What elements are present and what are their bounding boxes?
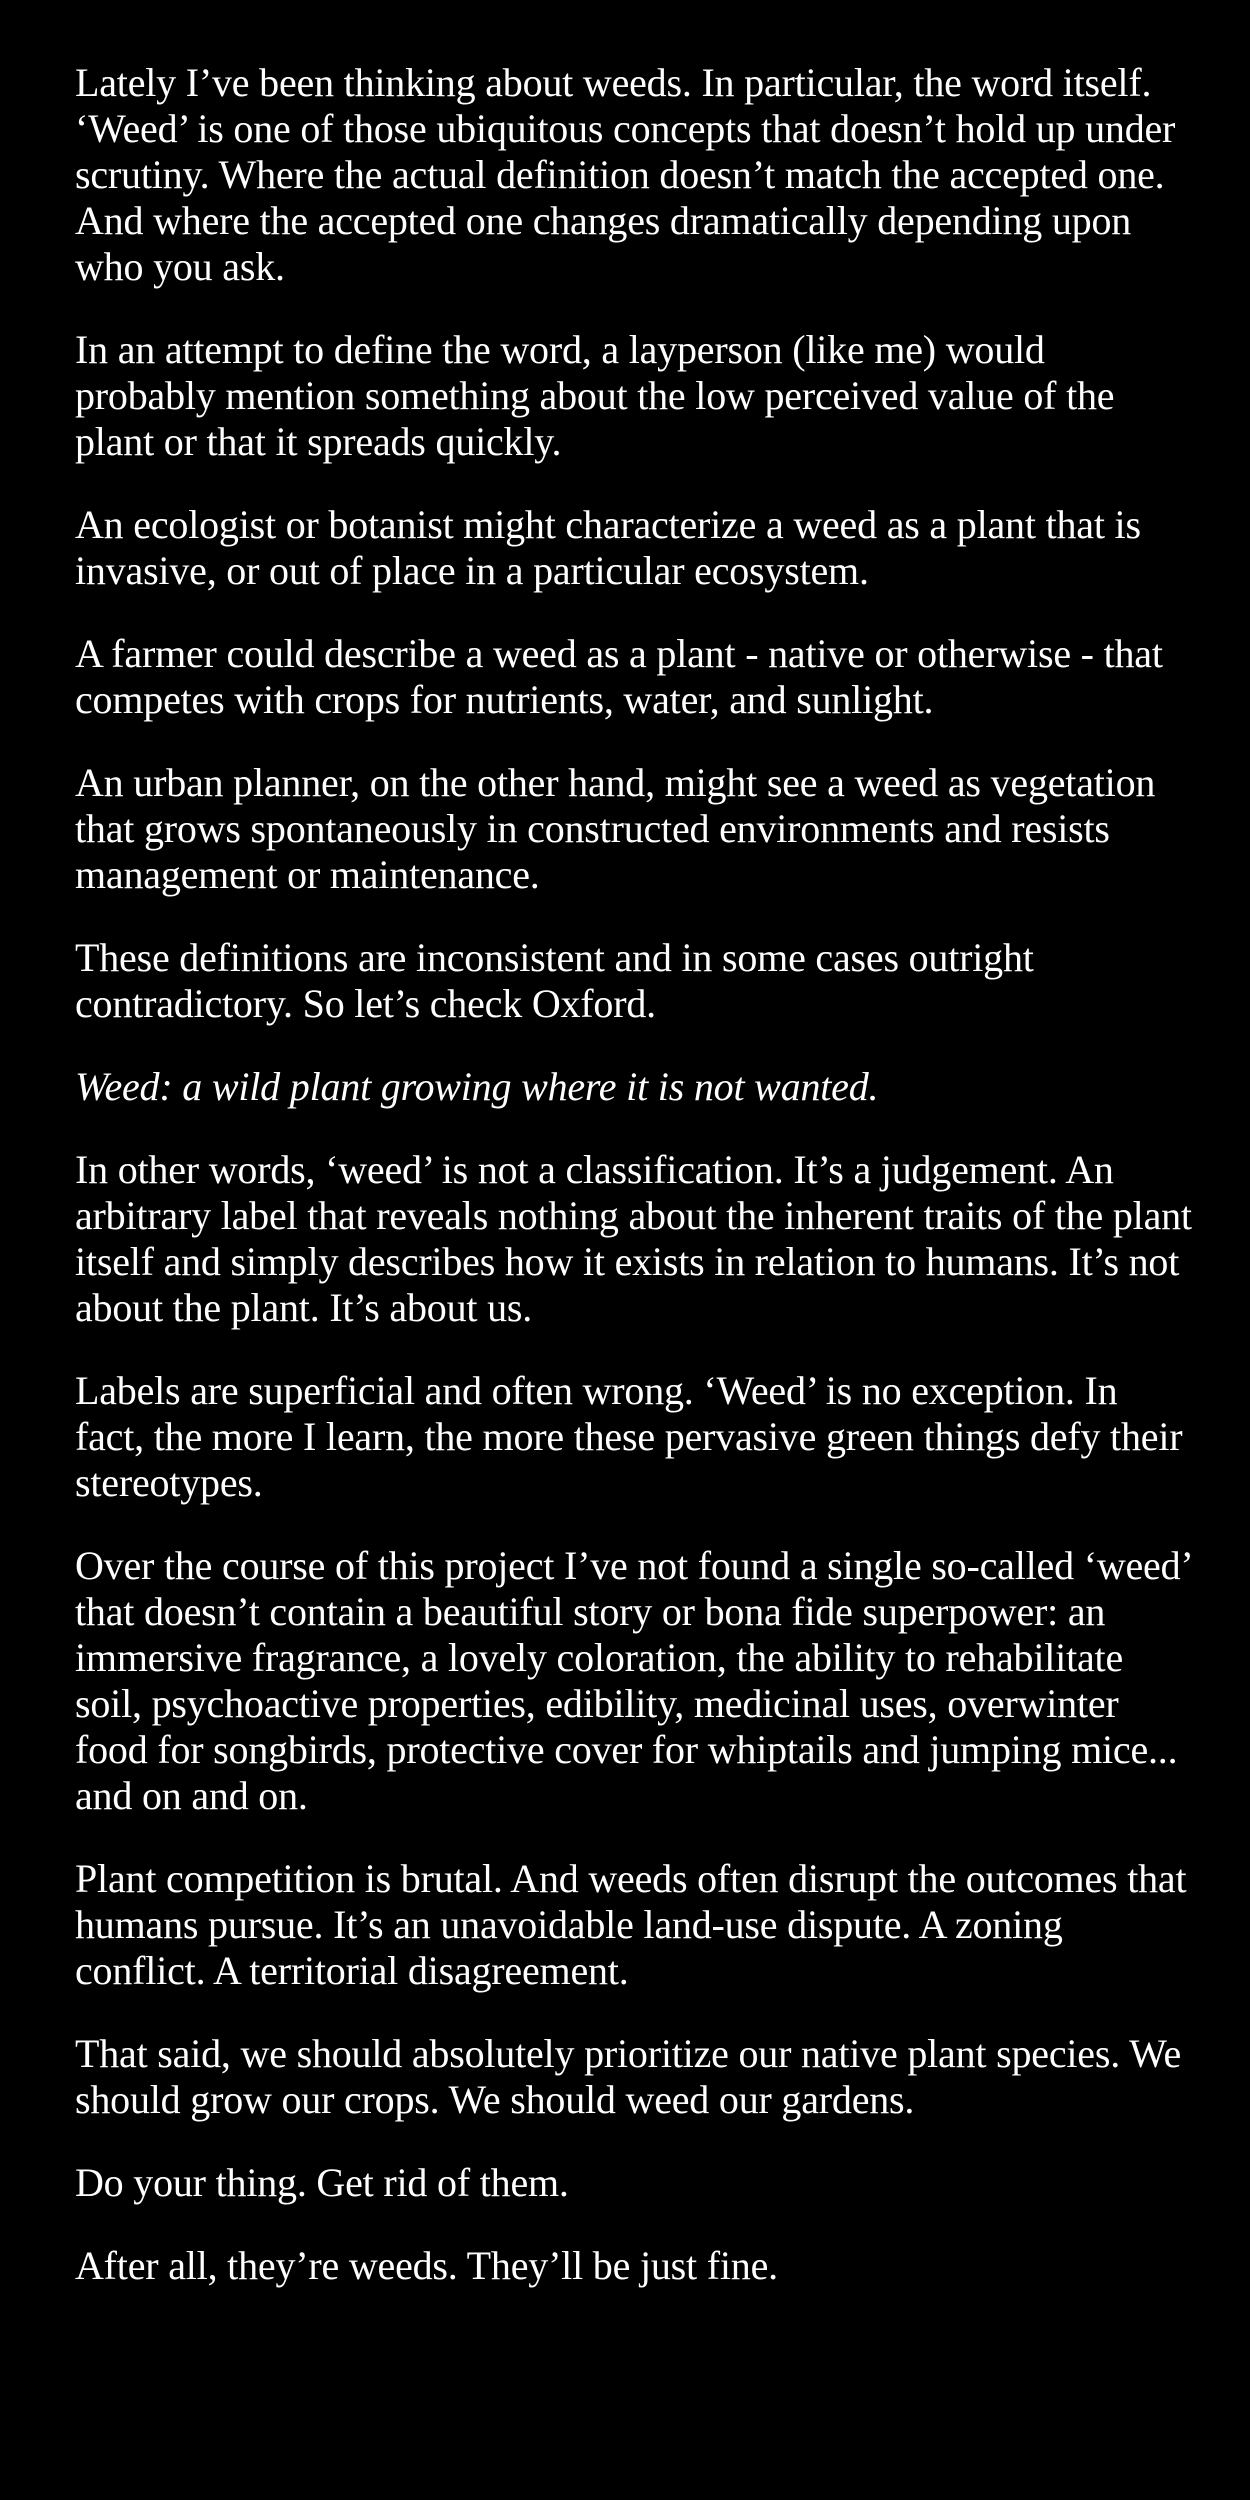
- oxford-definition-quote: Weed: a wild plant growing where it is not wanted.: [75, 1064, 879, 1109]
- paragraph-competition: Plant competition is brutal. And weeds often disrupt the outcomes that humans pursue. It’s an unavoidable land-use dispute. A zoning conflict. A territorial disagreement.: [75, 1856, 1187, 1993]
- paragraph-conclusion: After all, they’re weeds. They’ll be just fine.: [75, 2243, 778, 2288]
- paragraph-prioritize: That said, we should absolutely prioritize our native plant species. We should grow our crops. We should weed our gardens.: [75, 2031, 1181, 2122]
- paragraph-urban-planner: An urban planner, on the other hand, might see a weed as vegetation that grows spontaneously in constructed environments and resists management or maintenance.: [75, 760, 1156, 897]
- paragraph-judgement: In other words, ‘weed’ is not a classification. It’s a judgement. An arbitrary label that reveals nothing about the inherent traits of the plant itself and simply describes how it exists in relation to humans. It’s not about the plant. It’s about us.: [75, 1147, 1192, 1330]
- paragraph-inconsistent: These definitions are inconsistent and in some cases outright contradictory. So let’s check Oxford.: [75, 935, 1034, 1026]
- essay-body: [75, 60, 1195, 2326]
- paragraph-ecologist: An ecologist or botanist might characterize a weed as a plant that is invasive, or out of place in a particular ecosystem.: [75, 502, 1141, 593]
- paragraph-intro: Lately I’ve been thinking about weeds. In particular, the word itself. ‘Weed’ is one of those ubiquitous concepts that doesn’t hold up under scrutiny. Where the actual definition doesn’t match the accepted one. And where the accepted one changes dramatically depending upon who you ask.: [75, 60, 1176, 289]
- paragraph-labels: Labels are superficial and often wrong. ‘Weed’ is no exception. In fact, the more I learn, the more these pervasive green things defy their stereotypes.: [75, 1368, 1183, 1505]
- paragraph-do-your-thing: Do your thing. Get rid of them.: [75, 2160, 569, 2205]
- paragraph-layperson: In an attempt to define the word, a layperson (like me) would probably mention something about the low perceived value of the plant or that it spreads quickly.: [75, 327, 1115, 464]
- paragraph-superpowers: Over the course of this project I’ve not found a single so-called ‘weed’ that doesn’t contain a beautiful story or bona fide superpower: an immersive fragrance, a lovely coloration, the ability to rehabilitate soil, psychoactive properties, edibility, medicinal uses, overwinter food for songbirds, protective cover for whiptails and jumping mice... and on and on.: [75, 1543, 1191, 1818]
- paragraph-farmer: A farmer could describe a weed as a plant - native or otherwise - that competes with crops for nutrients, water, and sunlight.: [75, 631, 1163, 722]
